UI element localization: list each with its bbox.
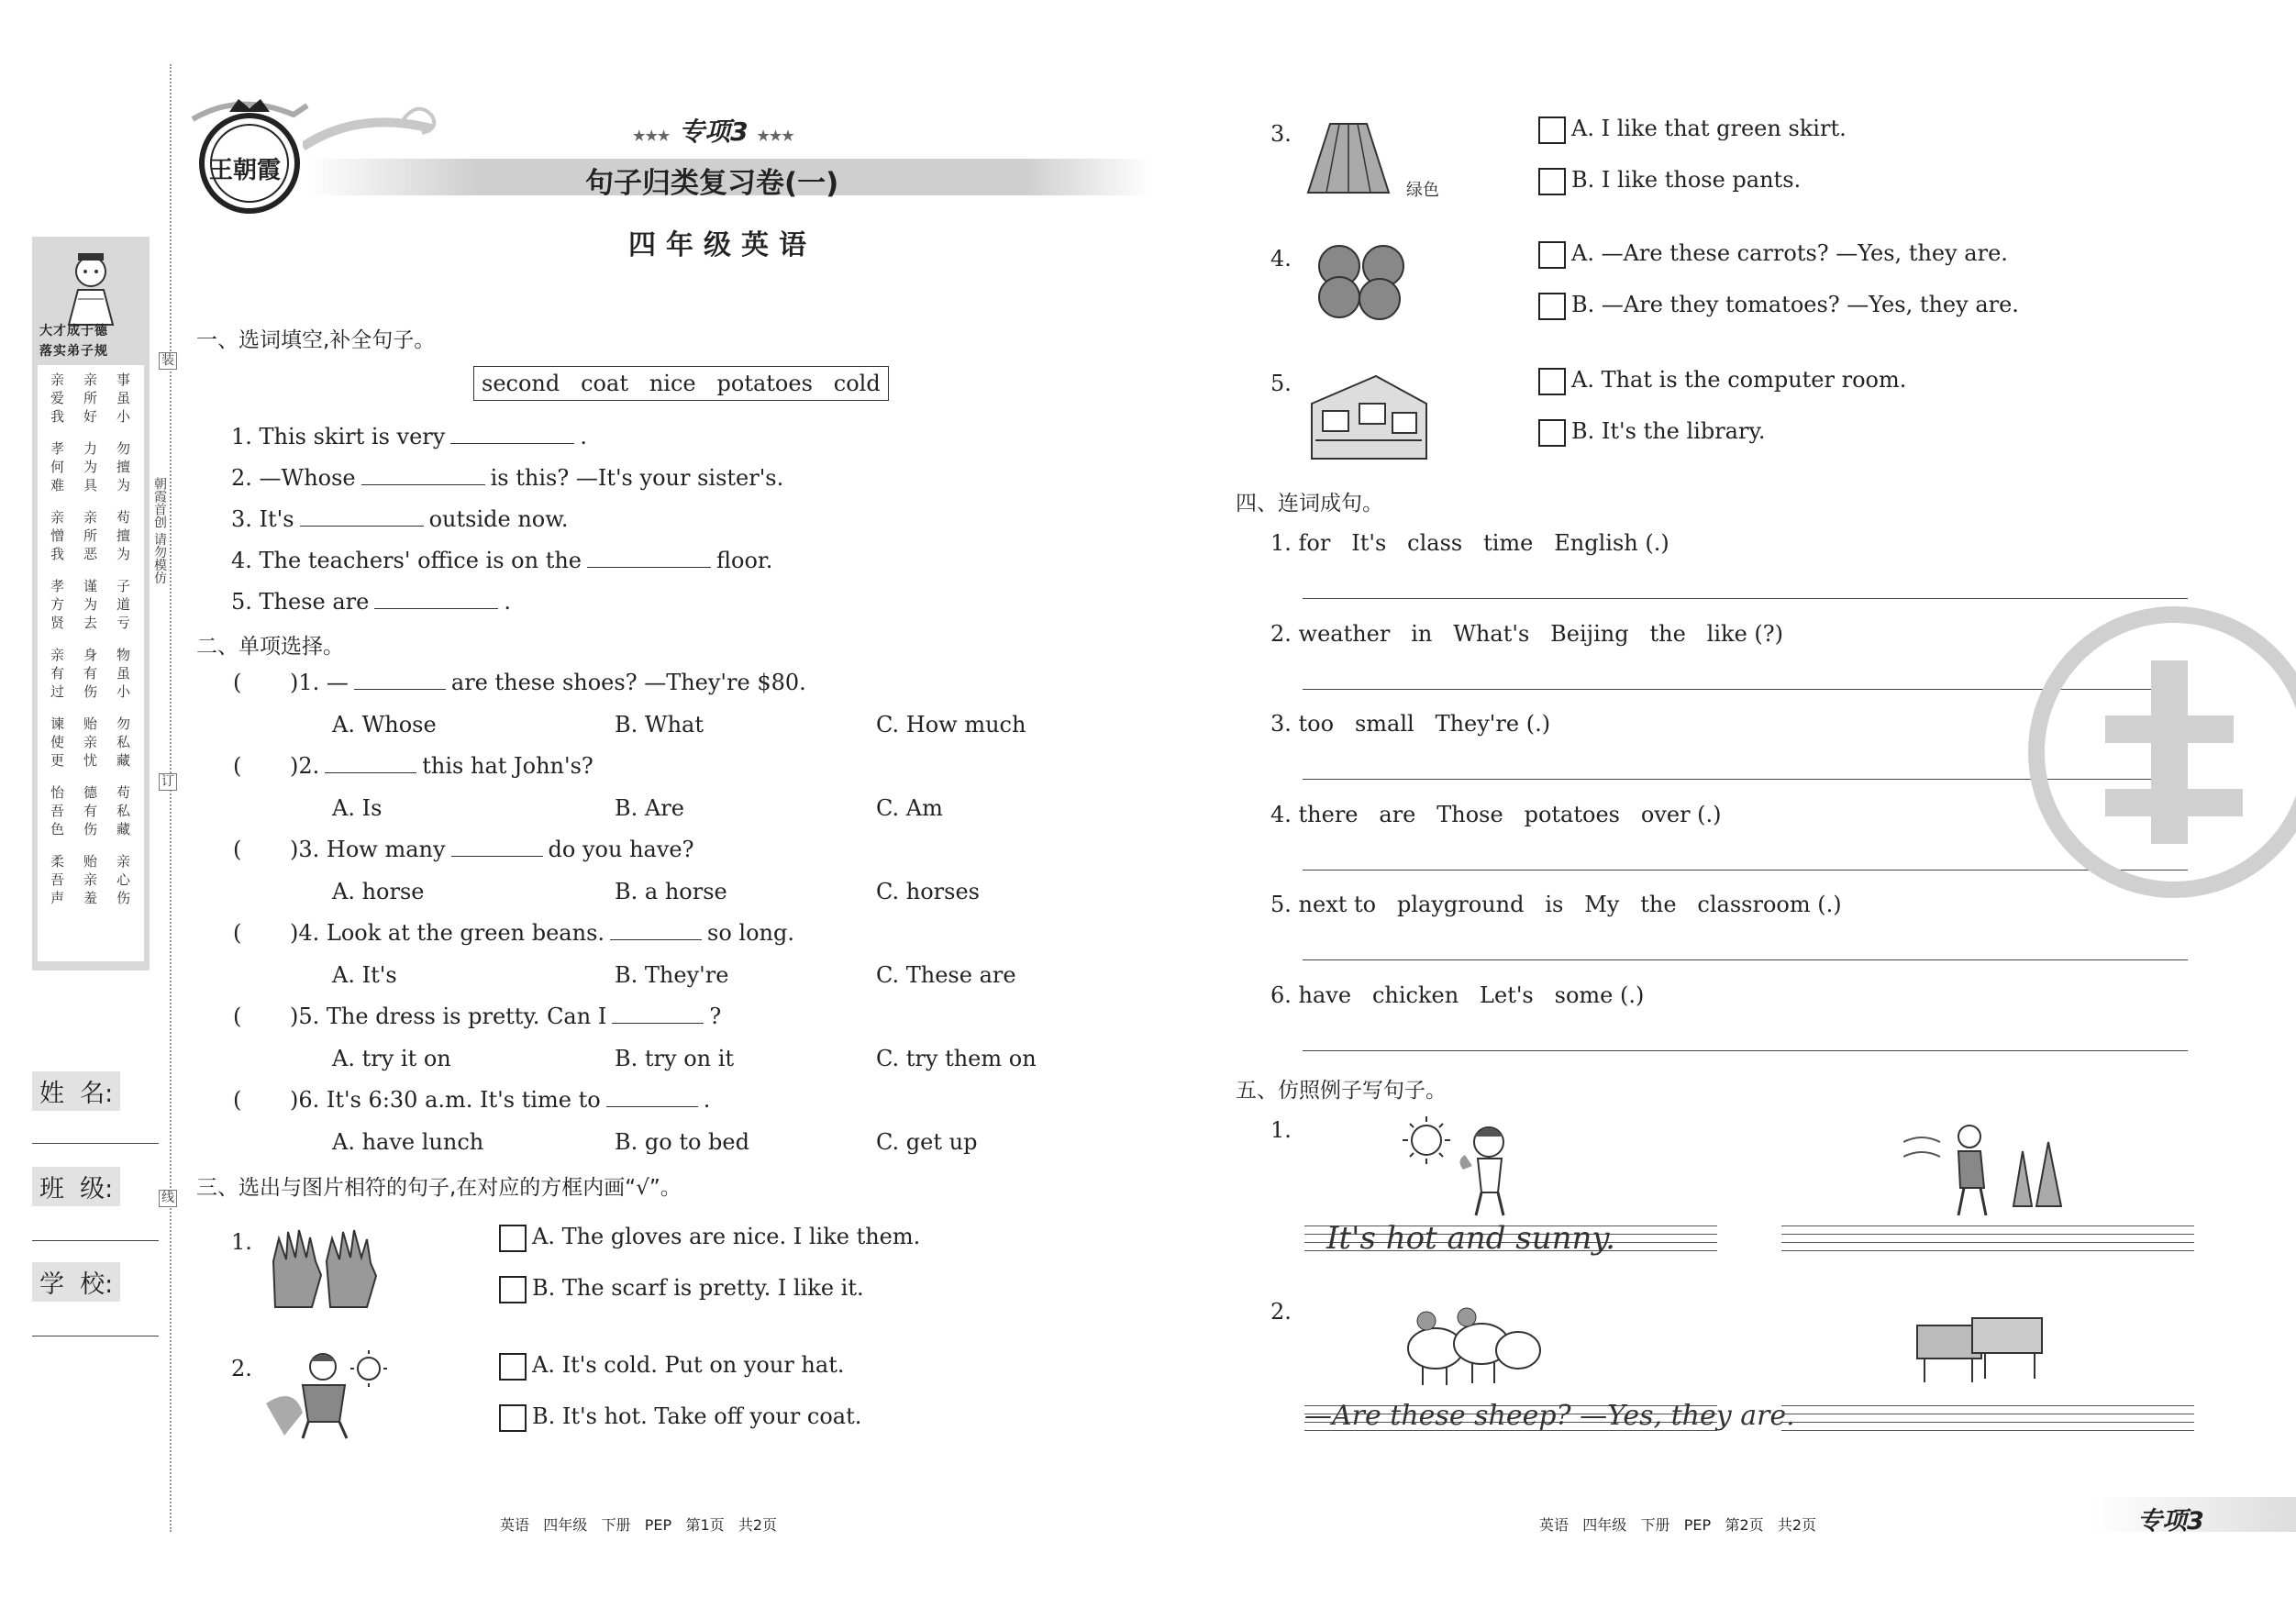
- s3-5b-text: B. It's the library.: [1571, 418, 1766, 444]
- dizigui-column: 苟私藏: [116, 784, 131, 837]
- dizigui-column: 德有伤: [83, 784, 98, 837]
- s3-2a-text: A. It's cold. Put on your hat.: [532, 1352, 845, 1378]
- dizigui-group: [41, 371, 140, 426]
- s3-item-2-b: [499, 1403, 861, 1432]
- dizigui-column: 亲爱我: [50, 372, 65, 425]
- s4-item-3: 3. too small They're (.): [1270, 711, 1551, 737]
- ribbon-decoration: [303, 101, 440, 156]
- brand-logo-text: 王朝霞: [209, 157, 282, 184]
- motto-line-2: 落实弟子规: [39, 344, 108, 359]
- s2-option-b[interactable]: B. try on it: [615, 1046, 735, 1071]
- section1-title: 一、选词填空,补全句子。: [196, 328, 436, 352]
- header-tag: [633, 112, 794, 149]
- s2-option-c[interactable]: C. These are: [876, 962, 1016, 988]
- confidential-stamp: [2023, 605, 2296, 908]
- scholar-illustration: [50, 244, 131, 327]
- s1-item-4: [231, 548, 772, 573]
- s1-item-3-post: outside now.: [428, 506, 569, 532]
- s2-question-text: do you have?: [548, 837, 694, 862]
- s3-item-3-num: 3.: [1270, 121, 1292, 147]
- gloves-picture: [266, 1225, 385, 1320]
- s3-4a-checkbox[interactable]: [1538, 241, 1566, 269]
- s1-item-4-pre: 4. The teachers' office is on the: [231, 548, 582, 573]
- s1-blank-4[interactable]: [587, 549, 711, 568]
- s1-item-2-pre: 2. —Whose: [231, 465, 356, 491]
- s2-question-num: )3. How many: [290, 837, 446, 862]
- dizigui-column: 苟擅为: [116, 509, 131, 562]
- dizigui-column: 子道亏: [116, 578, 131, 631]
- answer-paren[interactable]: (: [233, 920, 242, 946]
- s3-5b-checkbox[interactable]: [1538, 419, 1566, 447]
- s3-item-4-a: [1538, 240, 2008, 269]
- s5-item-1-num: 1.: [1270, 1117, 1292, 1143]
- s1-item-5-post: .: [504, 589, 511, 615]
- s4-item-1: 1. for It's class time English (.): [1270, 530, 1669, 556]
- motto-line-1: 大才成于德: [39, 324, 108, 338]
- dizigui-column: 亲憎我: [50, 509, 65, 562]
- s3-3a-text: A. I like that green skirt.: [1571, 116, 1847, 141]
- s1-item-3: [231, 506, 569, 532]
- dizigui-column: 柔吾声: [50, 853, 65, 906]
- section3-title: 三、选出与图片相符的句子,在对应的方框内画“√”。: [196, 1176, 682, 1200]
- cows-picture: [1908, 1298, 2055, 1393]
- answer-paren[interactable]: (: [233, 753, 242, 779]
- class-field-label: 班 级:: [32, 1167, 120, 1206]
- s3-item-4-b: [1538, 292, 2019, 320]
- computer-room-picture: [1303, 367, 1431, 471]
- s3-item-4-num: 4.: [1270, 246, 1292, 272]
- s3-1a-text: A. The gloves are nice. I like them.: [532, 1224, 921, 1249]
- dizigui-group: [41, 439, 140, 494]
- s2-option-b[interactable]: B. Are: [615, 795, 684, 821]
- s3-3b-text: B. I like those pants.: [1571, 167, 1802, 193]
- s2-question-5: [233, 1004, 721, 1029]
- dizigui-column: 贻亲忧: [83, 715, 98, 769]
- s4-item-4: 4. there are Those potatoes over (.): [1270, 801, 1722, 827]
- s2-option-a[interactable]: A. try it on: [332, 1046, 451, 1071]
- dizigui-column: 亲所好: [83, 372, 98, 425]
- s1-blank-5[interactable]: [374, 590, 498, 609]
- name-field-line[interactable]: [32, 1143, 159, 1144]
- s3-1a-checkbox[interactable]: [499, 1225, 527, 1252]
- s4-item-6: 6. have chicken Let's some (.): [1270, 981, 1645, 1008]
- dizigui-group: [41, 852, 140, 907]
- s2-question-num: )2.: [290, 753, 320, 779]
- s2-option-b[interactable]: B. a horse: [615, 879, 727, 904]
- tomatoes-picture: [1312, 240, 1413, 327]
- header-tag-label: 专项3: [679, 116, 749, 147]
- s3-5a-checkbox[interactable]: [1538, 368, 1566, 395]
- s4-answer-line[interactable]: [1303, 959, 2188, 960]
- s2-question-2: [233, 753, 593, 779]
- s1-item-1: [231, 424, 587, 449]
- dizigui-grid: [38, 365, 144, 961]
- s3-5a-text: A. That is the computer room.: [1571, 367, 1907, 393]
- s1-item-2: [231, 465, 783, 491]
- s1-item-3-pre: 3. It's: [231, 506, 294, 532]
- s2-question-num: )5. The dress is pretty. Can I: [290, 1004, 607, 1029]
- s2-blank[interactable]: [606, 1088, 698, 1107]
- s2-option-c[interactable]: C. get up: [876, 1129, 978, 1155]
- s3-4b-text: B. —Are they tomatoes? —Yes, they are.: [1571, 292, 2019, 317]
- page-subtitle: 四年级英语: [628, 229, 816, 261]
- s1-item-5-pre: 5. These are: [231, 589, 370, 615]
- s2-question-1: [233, 670, 806, 695]
- s3-item-1-num: 1.: [231, 1229, 252, 1255]
- binding-mark-1: 装: [159, 352, 177, 370]
- s3-1b-checkbox[interactable]: [499, 1276, 527, 1303]
- binding-mark-3: 线: [159, 1190, 177, 1207]
- dizigui-column: 孝方贤: [50, 578, 65, 631]
- s5-1-example-text: It's hot and sunny.: [1326, 1220, 1615, 1257]
- answer-paren[interactable]: (: [233, 1087, 242, 1113]
- s1-item-1-post: .: [580, 424, 587, 449]
- dizigui-column: 贻亲羞: [83, 853, 98, 906]
- s2-option-c[interactable]: C. How much: [876, 712, 1026, 738]
- s2-option-c[interactable]: C. Am: [876, 795, 943, 821]
- s4-item-5: 5. next to playground is My the classroom (.): [1270, 892, 1842, 917]
- s3-item-2-num: 2.: [231, 1356, 252, 1381]
- dizigui-column: 勿私藏: [116, 715, 131, 769]
- s3-item-5-a: [1538, 367, 1906, 395]
- dizigui-columns: [38, 365, 144, 926]
- answer-paren[interactable]: (: [233, 670, 242, 695]
- dizigui-group: [41, 577, 140, 632]
- s2-question-text: are these shoes? —They're $80.: [450, 670, 806, 695]
- brand-logo: [183, 92, 312, 220]
- s5-1-answer-lines[interactable]: [1781, 1225, 2194, 1259]
- dizigui-group: [41, 646, 140, 701]
- s2-option-b[interactable]: B. What: [615, 712, 704, 738]
- s1-item-5: [231, 589, 511, 615]
- sheep-picture: [1399, 1293, 1546, 1398]
- dizigui-column: 谨为去: [83, 578, 98, 631]
- s2-option-a[interactable]: A. Is: [332, 795, 383, 821]
- s2-question-text: ?: [709, 1004, 722, 1029]
- s2-blank[interactable]: [451, 837, 543, 857]
- dizigui-column: 亲所恶: [83, 509, 98, 562]
- s2-option-c[interactable]: C. horses: [876, 879, 980, 904]
- s2-option-b[interactable]: B. They're: [615, 962, 729, 988]
- s4-answer-line[interactable]: [1303, 598, 2188, 599]
- boy-cold-picture: [266, 1348, 394, 1444]
- footer-right: 英语 四年级 下册 PEP 第2页 共2页: [1539, 1516, 1817, 1534]
- dizigui-column: 勿擅为: [116, 440, 131, 494]
- s3-item-2-a: [499, 1352, 844, 1381]
- s2-option-a[interactable]: A. It's: [332, 962, 397, 988]
- stars-left: ★★★: [633, 128, 671, 144]
- s3-1b-text: B. The scarf is pretty. I like it.: [532, 1275, 864, 1301]
- s3-item-3-b: [1538, 167, 1801, 195]
- section5-title: 五、仿照例子写句子。: [1236, 1079, 1447, 1103]
- dizigui-group: [41, 715, 140, 770]
- dizigui-column: 孝何难: [50, 440, 65, 494]
- s2-blank[interactable]: [325, 754, 416, 773]
- stars-right: ★★★: [757, 128, 794, 144]
- copyright-notice: 朝霞首创 请勿模仿: [152, 477, 167, 584]
- s4-answer-line[interactable]: [1303, 1050, 2188, 1051]
- dizigui-column: 怡吾色: [50, 784, 65, 837]
- footer-tag: 专项3: [2137, 1507, 2204, 1536]
- s2-question-num: )6. It's 6:30 a.m. It's time to: [290, 1087, 601, 1113]
- class-field-line[interactable]: [32, 1240, 159, 1241]
- s1-item-2-post: is this? —It's your sister's.: [490, 465, 784, 491]
- footer-left: 英语 四年级 下册 PEP 第1页 共2页: [500, 1516, 778, 1534]
- word-bank: second coat nice potatoes cold: [473, 366, 889, 401]
- s3-4a-text: A. —Are these carrots? —Yes, they are.: [1571, 240, 2008, 266]
- dizigui-column: 亲心伤: [116, 853, 131, 906]
- dizigui-column: 事虽小: [116, 372, 131, 425]
- s3-2b-checkbox[interactable]: [499, 1404, 527, 1432]
- binding-mark-2: 订: [159, 773, 177, 791]
- s2-question-text: so long.: [707, 920, 794, 946]
- s1-blank-1[interactable]: [450, 425, 574, 444]
- answer-paren[interactable]: (: [233, 837, 242, 862]
- s4-item-2: 2. weather in What's Beijing the like (?): [1270, 620, 1783, 647]
- s2-question-num: )4. Look at the green beans.: [290, 920, 605, 946]
- dizigui-group: [41, 783, 140, 838]
- s2-option-c[interactable]: C. try them on: [876, 1046, 1037, 1071]
- s2-question-text: .: [703, 1087, 711, 1113]
- s3-item-3-a: [1538, 116, 1847, 144]
- s2-question-4: [233, 920, 794, 946]
- s2-option-a[interactable]: A. have lunch: [332, 1129, 484, 1155]
- binding-dotted-line: [170, 64, 172, 1532]
- s2-option-b[interactable]: B. go to bed: [615, 1129, 749, 1155]
- s3-3a-checkbox[interactable]: [1538, 116, 1566, 144]
- s3-4b-checkbox[interactable]: [1538, 293, 1566, 320]
- s2-blank[interactable]: [354, 671, 446, 690]
- s3-2a-checkbox[interactable]: [499, 1353, 527, 1381]
- s2-option-a[interactable]: A. horse: [332, 879, 425, 904]
- windy-man-picture: [1903, 1115, 2069, 1224]
- s2-question-text: this hat John's?: [422, 753, 593, 779]
- s3-item-5-b: [1538, 418, 1765, 447]
- s3-item-5-num: 5.: [1270, 371, 1292, 396]
- dizigui-column: 身有伤: [83, 647, 98, 700]
- page-title: 句子归类复习卷(一): [585, 167, 839, 200]
- s3-item-1-b: [499, 1275, 864, 1303]
- sunny-boy-picture: [1399, 1115, 1536, 1224]
- s2-option-a[interactable]: A. Whose: [332, 712, 437, 738]
- s1-item-1-pre: 1. This skirt is very: [231, 424, 446, 449]
- name-field-label: 姓 名:: [32, 1071, 120, 1111]
- dizigui-column: 力为具: [83, 440, 98, 494]
- skirt-color-note: 绿色: [1406, 181, 1439, 200]
- s1-item-4-post: floor.: [716, 548, 773, 573]
- sidebar-panel: [32, 237, 150, 970]
- section2-title: 二、单项选择。: [196, 635, 344, 659]
- s5-2-example-text: —Are these sheep? —Yes, they are.: [1304, 1400, 1795, 1432]
- answer-paren[interactable]: (: [233, 1004, 242, 1029]
- s1-blank-2[interactable]: [361, 466, 485, 485]
- s2-question-6: [233, 1087, 710, 1113]
- s2-blank[interactable]: [610, 921, 702, 940]
- dizigui-column: 亲有过: [50, 647, 65, 700]
- s3-item-1-a: [499, 1224, 920, 1252]
- s2-question-3: [233, 837, 693, 862]
- s3-3b-checkbox[interactable]: [1538, 168, 1566, 195]
- school-field-label: 学 校:: [32, 1262, 120, 1302]
- section4-title: 四、连词成句。: [1236, 492, 1383, 516]
- s3-2b-text: B. It's hot. Take off your coat.: [532, 1403, 862, 1429]
- s2-question-num: )1. —: [290, 670, 349, 695]
- dizigui-column: 谏使更: [50, 715, 65, 769]
- s5-2-answer-lines[interactable]: [1781, 1405, 2194, 1438]
- skirt-picture: [1303, 119, 1394, 205]
- s5-item-2-num: 2.: [1270, 1299, 1292, 1325]
- s2-blank[interactable]: [612, 1004, 704, 1024]
- dizigui-column: 物虽小: [116, 647, 131, 700]
- dizigui-group: [41, 508, 140, 563]
- s1-blank-3[interactable]: [300, 507, 424, 527]
